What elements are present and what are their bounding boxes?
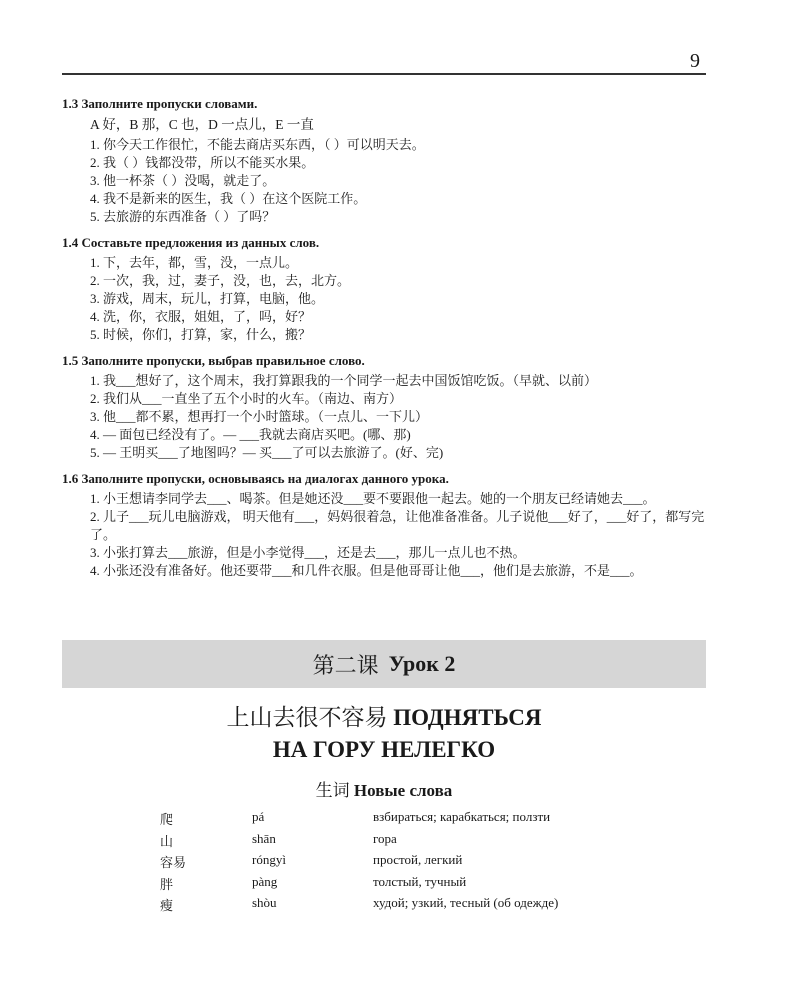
vocab-pinyin: pá [252,809,265,824]
exercise-item: 5. 去旅游的东西准备（ ）了吗？ [90,209,276,224]
exercise-item: 3. 游戏，周末，玩儿，打算，电脑，他。 [90,291,325,306]
exercise-item: 4. 小张还没有准备好。他还要带___和几件衣服。但是他哥哥让他___，他们是去旅游，不是___。 [90,563,643,578]
vocab-pinyin: róngyì [252,852,286,867]
exercise-item: 1. 你今天工作很忙，不能去商店买东西，（ ）可以明天去。 [90,137,425,152]
header-rule [62,73,706,75]
exercise-item: 5. — 王明买___了地图吗？— 买___了可以去旅游了。(好、完) [90,445,444,460]
vocab-pinyin: pàng [252,873,278,889]
lesson-heading [62,702,706,766]
exercise-item: 4. 洗，你，衣服，姐姐，了，吗，好？ [90,309,312,324]
vocab-meaning: худой; узкий, тесный (об одежде) [373,895,559,910]
exercise-title: 1.3 Заполните пропуски словами. [62,96,258,111]
word-choices: A 好，B 那，C 也，D 一点儿，E 一直 [90,117,314,132]
vocab-meaning: взбираться; карабкаться; ползти [373,809,551,824]
vocab-hanzi: 瘦 [160,898,174,913]
vocab-hanzi: 容易 [160,855,187,870]
vocab-row [160,852,700,874]
exercise-item: 3. 他一杯茶（ ）没喝，就走了。 [90,173,276,188]
exercise-item: 5. 时候，你们，打算，家，什么，搬？ [90,327,312,342]
exercise-item: 4. — 面包已经没有了。— ___我就去商店买吧。(哪、那) [90,427,411,442]
vocab-meaning: простой, легкий [373,852,463,867]
vocab-pinyin: shān [252,830,276,846]
vocab-row [160,809,700,831]
vocab-title-cn: 生词 [315,781,350,800]
vocab-hanzi: 爬 [160,812,174,827]
page-number: 9 [690,50,700,72]
vocab-table [160,809,700,917]
lesson-banner [62,640,706,688]
exercise-item: 4. 我不是新来的医生，我（ ）在这个医院工作。 [90,191,367,206]
exercise-item: 3. 小张打算去___旅游，但是小李觉得___，还是去___，那儿一点儿也不热。 [90,545,526,560]
vocab-hanzi: 胖 [160,876,174,892]
exercise-1-3 [62,95,706,226]
heading-ru-line1: ПОДНЯТЬСЯ [393,705,542,730]
heading-ru-line2: НА ГОРУ НЕЛЕГКО [272,737,496,762]
exercise-item: 1. 下，去年，都，雪，没，一点儿。 [90,255,299,270]
vocab-row [160,895,700,917]
lesson-title-ru: Урок 2 [388,651,456,676]
exercise-item: 1. 小王想请李同学去___、喝茶。但是她还没___要不要跟他一起去。她的一个朋友已经请她去___。 [90,491,656,506]
exercise-title: 1.6 Заполните пропуски, основываясь на диалогах данного урока. [62,471,449,486]
exercise-1-4 [62,234,706,344]
exercise-item: 2. 一次，我，过，妻子，没，也，去，北方。 [90,273,351,288]
vocab-meaning: гора [373,830,397,846]
vocab-hanzi: 山 [160,833,174,849]
heading-cn: 上山去很不容易 [226,705,388,730]
exercise-item: 2. 儿子___玩儿电脑游戏， 明天他有___，妈妈很着急，让他准备准备。儿子说他___好了，___好了，都写完了。 [90,509,705,542]
vocab-meaning: толстый, тучный [373,873,467,889]
exercise-item: 3. 他___都不累，想再打一个小时篮球。（一点儿、一下儿） [90,409,429,424]
exercise-1-5 [62,352,706,462]
exercise-title: 1.4 Составьте предложения из данных слов. [62,235,320,250]
vocab-row [160,874,700,896]
exercise-title: 1.5 Заполните пропуски, выбрав правильное слово. [62,353,365,368]
vocab-pinyin: shòu [252,895,277,910]
vocab-title-ru: Новые слова [353,781,453,800]
vocab-row [160,831,700,853]
exercise-item: 2. 我（ ）钱都没带，所以不能买水果。 [90,155,315,170]
vocab-title [62,776,706,801]
exercise-1-6 [62,470,706,580]
exercises [62,95,706,588]
exercise-item: 1. 我___想好了，这个周末，我打算跟我的一个同学一起去中国饭馆吃饭。（早就、以前） [90,373,598,388]
lesson-title-cn: 第二课 [312,652,379,678]
exercise-item: 2. 我们从___一直坐了五个小时的火车。（南边、南方） [90,391,403,406]
